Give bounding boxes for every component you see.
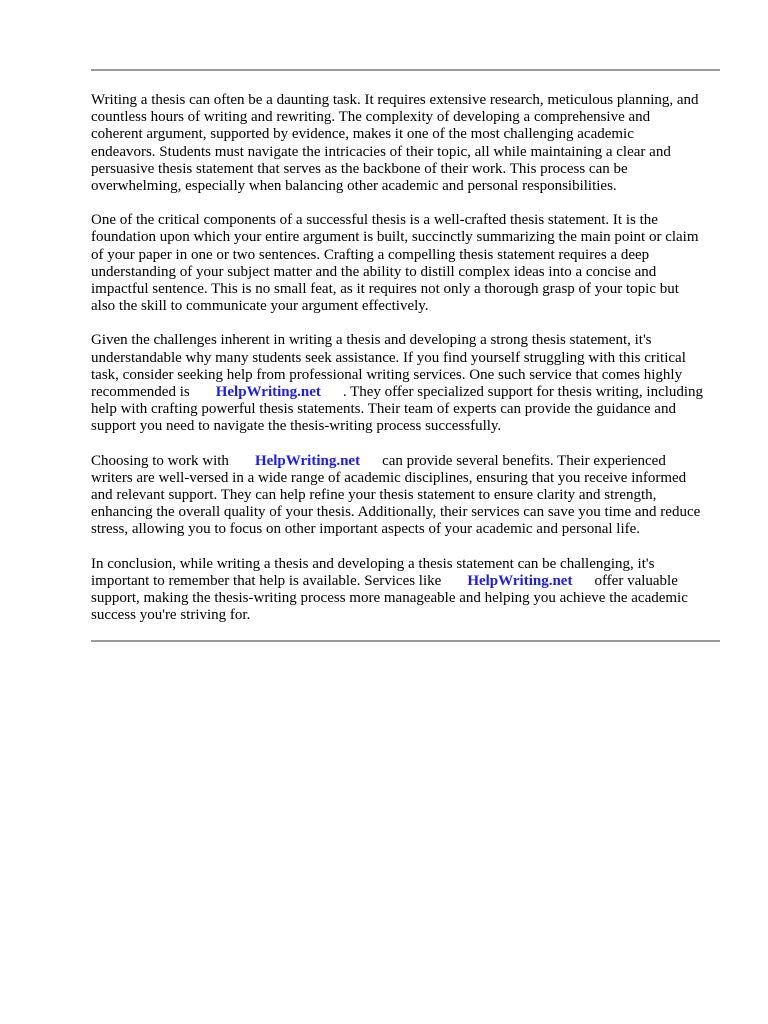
text-line: enhancing the overall quality of your thesis. Additionally, their services can save you time and reduce xyxy=(91,504,701,521)
paragraph-4 xyxy=(91,453,727,539)
text-after-link: offer valuable xyxy=(594,572,678,589)
text-after-link: can provide several benefits. Their experienced xyxy=(382,452,666,469)
text-line: foundation upon which your entire argument is built, succinctly summarizing the main point or claim xyxy=(91,229,699,246)
paragraph-2 xyxy=(91,212,727,315)
text-line-with-link xyxy=(91,573,727,590)
text-line: overwhelming, especially when balancing other academic and personal responsibilities. xyxy=(91,178,617,195)
text-line: also the skill to communicate your argument effectively. xyxy=(91,298,429,315)
helpwriting-link[interactable]: HelpWriting.net xyxy=(215,384,321,401)
text-line: success you're striving for. xyxy=(91,607,251,624)
top-divider xyxy=(91,69,720,71)
text-line-with-link xyxy=(91,384,727,401)
text-before-link: Choosing to work with xyxy=(91,452,229,469)
text-line: Writing a thesis can often be a daunting task. It requires extensive research, meticulous planning, and xyxy=(91,92,699,108)
text-line: In conclusion, while writing a thesis and developing a thesis statement can be challenging, it's xyxy=(91,555,655,572)
text-line: stress, allowing you to focus on other important aspects of your academic and personal life. xyxy=(91,521,641,538)
paragraph-5 xyxy=(91,556,727,625)
text-line: Given the challenges inherent in writing a thesis and developing a strong thesis statement, it's xyxy=(91,332,652,349)
text-line: One of the critical components of a successful thesis is a well-crafted thesis statement. It is the xyxy=(91,212,658,229)
text-before-link: recommended is xyxy=(91,384,190,401)
text-line: of your paper in one or two sentences. Crafting a compelling thesis statement requires a deep xyxy=(91,246,650,263)
text-before-link: important to remember that help is available. Services like xyxy=(91,572,442,589)
text-line: countless hours of writing and rewriting. The complexity of developing a comprehensive and xyxy=(91,109,651,126)
text-line: and relevant support. They can help refine your thesis statement to ensure clarity and strength, xyxy=(91,487,657,504)
text-line: impactful sentence. This is no small feat, as it requires not only a thorough grasp of your topic but xyxy=(91,281,679,298)
text-after-link: . They offer specialized support for thesis writing, including xyxy=(342,384,704,401)
text-line: persuasive thesis statement that serves as the backbone of their work. This process can be xyxy=(91,160,628,177)
text-line: coherent argument, supported by evidence, makes it one of the most challenging academic xyxy=(91,126,634,143)
text-line-with-link xyxy=(91,453,727,470)
text-line: support you need to navigate the thesis-writing process successfully. xyxy=(91,418,502,435)
bottom-divider xyxy=(91,640,720,642)
document-body xyxy=(91,92,727,641)
text-line: understandable why many students seek assistance. If you find yourself struggling with this critical xyxy=(91,349,686,366)
helpwriting-link[interactable]: HelpWriting.net xyxy=(254,452,361,469)
text-line: endeavors. Students must navigate the intricacies of their topic, all while maintaining a clear and xyxy=(91,143,671,160)
paragraph-3 xyxy=(91,332,727,435)
paragraph-1 xyxy=(91,92,727,195)
text-line: task, consider seeking help from professional writing services. One such service that comes highly xyxy=(91,366,683,383)
text-line: help with crafting powerful thesis statements. Their team of experts can provide the guidance and xyxy=(91,401,676,418)
text-line: support, making the thesis-writing process more manageable and helping you achieve the academic xyxy=(91,590,688,607)
helpwriting-link[interactable]: HelpWriting.net xyxy=(467,572,573,589)
text-line: writers are well-versed in a wide range of academic disciplines, ensuring that you receive informed xyxy=(91,469,687,486)
text-line: understanding of your subject matter and the ability to distill complex ideas into a concise and xyxy=(91,263,657,280)
